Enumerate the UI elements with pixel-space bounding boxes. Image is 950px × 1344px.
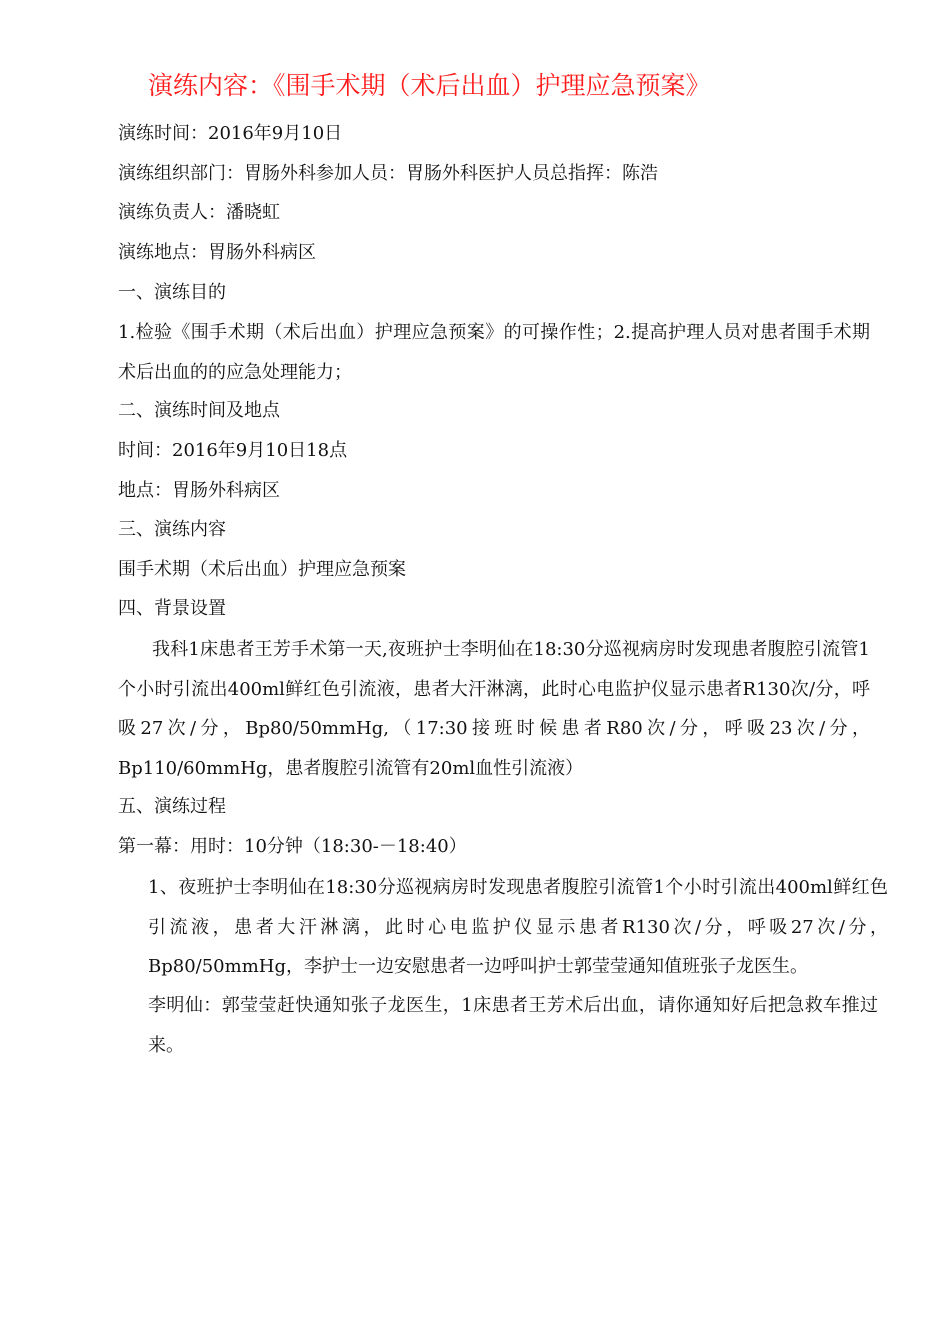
drill-time: 演练时间：2016年9月10日 (118, 123, 343, 144)
drill-organization: 演练组织部门：胃肠外科参加人员：胃肠外科医护人员总指挥：陈浩 (118, 163, 658, 184)
drill-leader: 演练负责人：潘晓虹 (118, 202, 280, 223)
content-line: 围手术期（术后出血）护理应急预案 (118, 559, 406, 580)
background-paragraph: 我科1床患者王芳手术第一天,夜班护士李明仙在18:30分巡视病房时发现患者腹腔引流管1个小时引流出400ml鲜红色引流液，患者大汗淋漓，此时心电监护仪显示患者R130次/分，呼吸27次/分，Bp80/50mmHg,（17:30接班时候患者R80次/分，呼吸23次/分，Bp110/60mmHg，患者腹腔引流管有20ml血性引流液） (118, 639, 870, 779)
section-heading-background: 四、背景设置 (118, 598, 226, 619)
act-one-line: 第一幕：用时：10分钟（18:30-－18:40） (118, 836, 467, 857)
section-heading-content: 三、演练内容 (118, 519, 226, 540)
dialog-paragraph: 李明仙：郭莹莹赶快通知张子龙医生，1床患者王芳术后出血，请你通知好后把急救车推过来。 (148, 995, 878, 1056)
document-title: 演练内容：《围手术期（术后出血）护理应急预案》 (148, 71, 711, 100)
step-one-paragraph: 1、夜班护士李明仙在18:30分巡视病房时发现患者腹腔引流管1个小时引流出400ml鲜红色引流液，患者大汗淋漓，此时心电监护仪显示患者R130次/分，呼吸27次/分，Bp80/50mmHg，李护士一边安慰患者一边呼叫护士郭莹莹通知值班张子龙医生。 (148, 877, 888, 977)
purpose-paragraph: 1.检验《围手术期（术后出血）护理应急预案》的可操作性；2.提高护理人员对患者围手术期术后出血的的应急处理能力； (118, 322, 870, 383)
time-line: 时间：2016年9月10日18点 (118, 440, 348, 461)
section-heading-process: 五、演练过程 (118, 796, 226, 817)
drill-location: 演练地点：胃肠外科病区 (118, 242, 316, 263)
section-heading-time-place: 二、演练时间及地点 (118, 400, 280, 421)
section-heading-purpose: 一、演练目的 (118, 282, 226, 303)
place-line: 地点：胃肠外科病区 (118, 480, 280, 501)
